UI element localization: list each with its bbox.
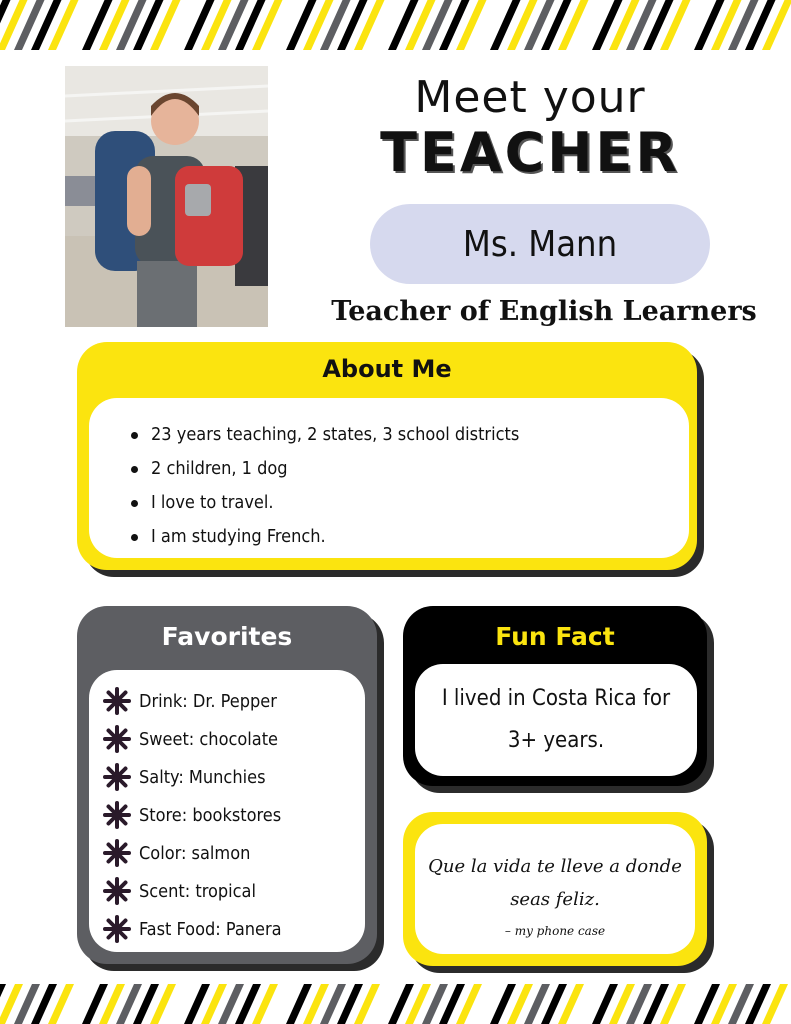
favorite-item [103,910,365,948]
favorites-title: Favorites [161,622,293,651]
quote-card [403,812,707,966]
asterisk-icon [103,915,131,943]
teacher-name-badge [370,204,710,284]
asterisk-icon [103,687,131,715]
favorite-item [103,720,365,758]
favorite-item [103,872,365,910]
favorite-item [103,834,365,872]
about-item: 23 years teaching, 2 states, 3 school districts [125,418,689,452]
favorites-card [77,606,377,964]
about-title: About Me [322,355,452,383]
teacher-name: Ms. Mann [462,223,618,265]
favorite-text: Color: salmon [139,842,251,864]
fun-fact-title: Fun Fact [495,622,615,651]
teacher-role: Teacher of English Learners [331,296,757,327]
quote-text: Que la vida te lleve a donde seas feliz. [428,856,682,910]
asterisk-icon [103,763,131,791]
quote-source: – my phone case [504,924,606,938]
favorite-text: Fast Food: Panera [139,918,282,940]
bottom-stripe-border [0,984,791,1024]
asterisk-icon [103,839,131,867]
fun-fact-content [415,664,697,776]
favorite-text: Store: bookstores [139,804,282,826]
fun-fact-text: I lived in Costa Rica for 3+ years. [441,686,671,753]
about-card [77,342,697,570]
about-item: 2 children, 1 dog [125,452,689,486]
favorite-text: Drink: Dr. Pepper [139,690,277,712]
asterisk-icon [103,725,131,753]
asterisk-icon [103,877,131,905]
about-content [89,398,689,558]
favorites-content [89,670,365,952]
favorite-text: Scent: tropical [139,880,256,902]
stripe-pattern-bottom [0,984,791,1024]
about-item: I am studying French. [125,520,689,554]
top-stripe-border [0,0,791,50]
page-heading [320,72,740,182]
favorite-item [103,682,365,720]
favorites-list [89,670,365,948]
stripe-pattern-top [0,0,791,50]
asterisk-icon [103,801,131,829]
favorite-text: Salty: Munchies [139,766,266,788]
quote-content [415,824,695,954]
fun-fact-card [403,606,707,786]
heading-line-1: Meet your [414,72,646,123]
about-item: I love to travel. [125,486,689,520]
favorite-item [103,758,365,796]
heading-line-2: TEACHER [380,121,680,184]
teacher-photo [65,66,268,327]
favorite-text: Sweet: chocolate [139,728,279,750]
favorite-item [103,796,365,834]
about-list [89,398,689,554]
teacher-photo-image [65,66,268,327]
